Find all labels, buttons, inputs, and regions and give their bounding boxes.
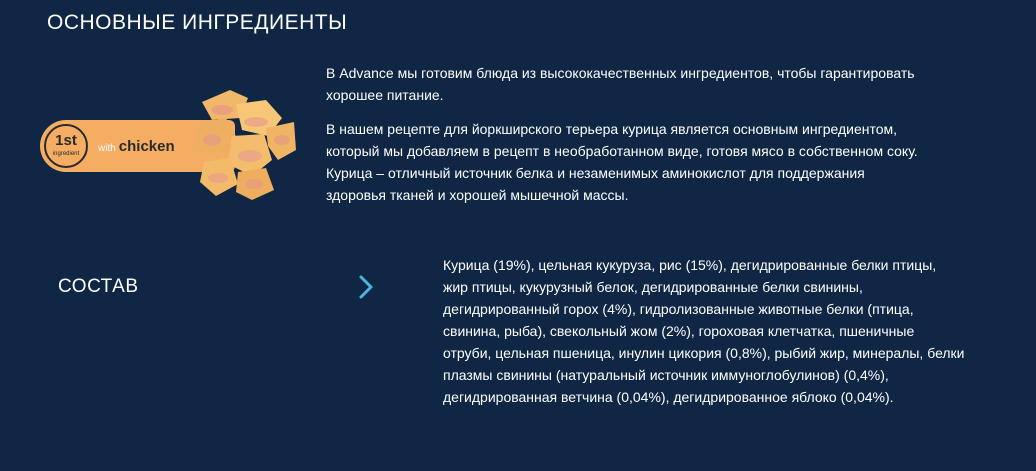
chicken-image xyxy=(182,84,298,204)
ingredients-title: ОСНОВНЫЕ ИНГРЕДИЕНТЫ xyxy=(47,11,348,34)
badge-ingredient: chicken xyxy=(118,138,175,155)
badge-prefix: with xyxy=(98,143,116,154)
ingredients-description xyxy=(326,62,926,218)
badge-rank: 1st xyxy=(55,132,77,149)
composition-title[interactable]: СОСТАВ xyxy=(58,276,139,297)
composition-text: Курица (19%), цельная кукуруза, рис (15%), дегидрированные белки птицы, жир птицы, кукурузный белок, дегидрированные белки свинины, дегидрированный горох (4%), гидролизованные животные белки (птица, свинина, рыба), свекольный жом (2%), гороховая клетчатка, пшеничные отруби, цельная пшеница, инулин цикория (0,8%), рыбий жир, минералы, белки плазмы свинины (натуральный источник иммуноглобулинов) (0,4%), дегидрированная ветчина (0,04%), дегидрированное яблоко (0,04%). xyxy=(443,257,965,405)
ingredient-hero xyxy=(40,84,300,204)
badge-rank-sub: ingredient xyxy=(52,151,80,157)
recipe-paragraph: В нашем рецепте для йоркширского терьера курица является основным ингредиентом, который мы добавляем в рецепт в необработанном виде, готовя мясо в собственном соку. Курица – отличный источник белка и незаменимых аминокислот для поддержания здоровья тканей и хорошей мышечной массы. xyxy=(326,121,918,203)
intro-paragraph: В Advance мы готовим блюда из высококачественных ингредиентов, чтобы гарантировать хорошее питание. xyxy=(326,65,915,103)
chevron-right-icon[interactable] xyxy=(354,274,378,300)
first-ingredient-badge xyxy=(44,124,88,168)
badge-label xyxy=(98,138,175,155)
